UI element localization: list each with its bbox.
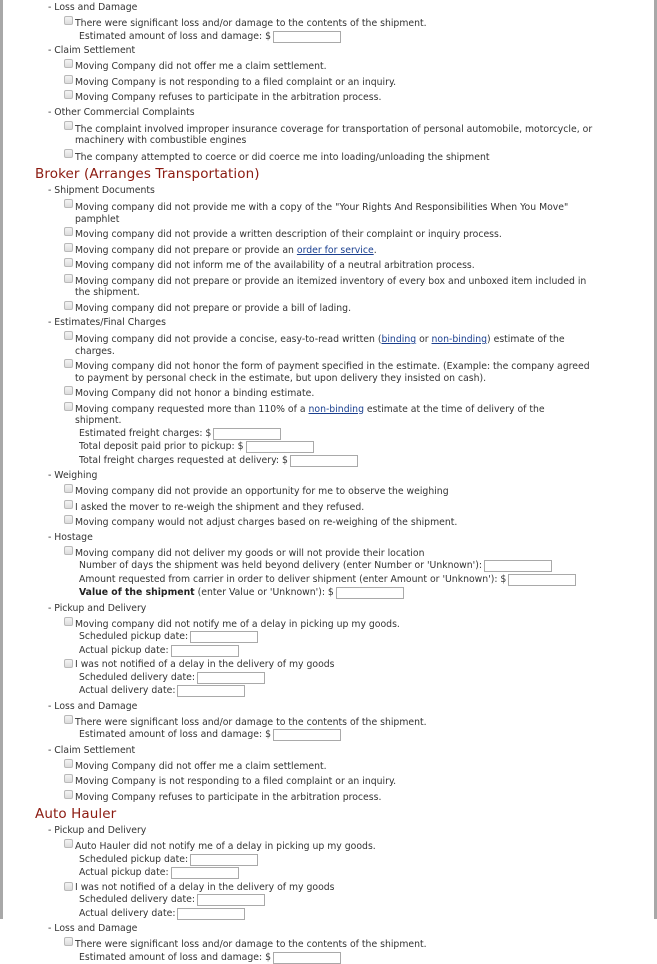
checkbox-item[interactable]: Moving Company is not responding to a filed complaint or an inquiry.: [75, 73, 594, 89]
loss-amount-input[interactable]: [273, 31, 341, 43]
section-auto-hauler: Auto Hauler: [35, 806, 654, 822]
checkbox[interactable]: [64, 882, 73, 891]
scheduled-pickup-input[interactable]: [190, 854, 258, 866]
checkbox[interactable]: [64, 839, 73, 848]
checkbox[interactable]: [64, 227, 73, 236]
checkbox-item[interactable]: Moving company did not provide a concise, easy-to-read written (binding or non-binding) estimate of the charges.: [75, 329, 594, 357]
checkbox[interactable]: [64, 331, 73, 340]
actual-delivery-input[interactable]: [177, 685, 245, 697]
checkbox-item[interactable]: The complaint involved improper insurance coverage for transportation of personal automobile, motorcycle, or machinery with combustible engines: [75, 119, 594, 147]
checkbox-item[interactable]: Moving Company refuses to participate in the arbitration process.: [75, 788, 594, 804]
subsection-estimates: - Estimates/Final Charges: [48, 314, 654, 329]
checkbox[interactable]: [64, 774, 73, 783]
subsection-claim-settlement: - Claim Settlement: [48, 43, 654, 57]
deposit-input[interactable]: [246, 441, 314, 453]
checkbox[interactable]: [64, 659, 73, 668]
checkbox-item[interactable]: Moving company did not provide me with a copy of the "Your Rights And Responsibilities When You Move" pamphlet: [75, 197, 594, 225]
subsection-hostage: - Hostage: [48, 529, 654, 544]
subsection-weighing: - Weighing: [48, 467, 654, 482]
checkbox[interactable]: [64, 402, 73, 411]
loss-amount-input[interactable]: [273, 952, 341, 964]
subsection-loss-damage: - Loss and Damage: [48, 920, 654, 935]
checkbox[interactable]: [64, 258, 73, 267]
actual-pickup-field: Actual pickup date:: [79, 644, 654, 658]
scheduled-pickup-field: Scheduled pickup date:: [79, 630, 654, 644]
checkbox-item[interactable]: Moving Company is not responding to a filed complaint or an inquiry.: [75, 772, 594, 788]
shipment-value-field: Value of the shipment (enter Value or 'Unknown'): $: [79, 586, 654, 600]
checkbox[interactable]: [64, 715, 73, 724]
binding-link[interactable]: binding: [381, 334, 416, 345]
scheduled-delivery-field: Scheduled delivery date:: [79, 893, 654, 907]
actual-pickup-field: Actual pickup date:: [79, 866, 654, 880]
checkbox-item[interactable]: Moving company did not provide a written description of their complaint or inquiry process.: [75, 225, 594, 241]
scheduled-pickup-input[interactable]: [190, 631, 258, 643]
checkbox-item[interactable]: Moving company did not inform me of the availability of a neutral arbitration process.: [75, 256, 594, 272]
order-for-service-link[interactable]: order for service: [297, 245, 374, 256]
freight-at-delivery-input[interactable]: [290, 455, 358, 467]
checkbox-item[interactable]: I asked the mover to re-weigh the shipment and they refused.: [75, 498, 594, 514]
checkbox[interactable]: [64, 90, 73, 99]
estimated-freight-input[interactable]: [213, 428, 281, 440]
checkbox[interactable]: [64, 546, 73, 555]
checkbox[interactable]: [64, 937, 73, 946]
days-held-input[interactable]: [484, 560, 552, 572]
loss-amount-field: Estimated amount of loss and damage: $: [79, 30, 654, 44]
estimated-freight-field: Estimated freight charges: $: [79, 427, 654, 441]
actual-delivery-input[interactable]: [177, 908, 245, 920]
subsection-pickup-delivery: - Pickup and Delivery: [48, 600, 654, 615]
checkbox-item[interactable]: Moving Company did not offer me a claim settlement.: [75, 57, 594, 73]
checkbox[interactable]: [64, 75, 73, 84]
non-binding-link[interactable]: non-binding: [308, 404, 363, 415]
checkbox-item[interactable]: There were significant loss and/or damage to the contents of the shipment.: [75, 935, 594, 951]
checkbox[interactable]: [64, 274, 73, 283]
deposit-field: Total deposit paid prior to pickup: $: [79, 440, 654, 454]
scheduled-delivery-input[interactable]: [197, 894, 265, 906]
checkbox-item[interactable]: There were significant loss and/or damage to the contents of the shipment.: [75, 14, 594, 30]
loss-amount-field: Estimated amount of loss and damage: $: [79, 728, 654, 742]
checkbox[interactable]: [64, 16, 73, 25]
checkbox-item[interactable]: The company attempted to coerce or did coerce me into loading/unloading the shipment: [75, 147, 594, 164]
section-broker: Broker (Arranges Transportation): [35, 166, 654, 182]
freight-at-delivery-field: Total freight charges requested at delivery: $: [79, 454, 654, 468]
subsection-shipment-documents: - Shipment Documents: [48, 183, 654, 197]
checkbox[interactable]: [64, 359, 73, 368]
checkbox-item[interactable]: Moving company did not honor the form of payment specified in the estimate. (Example: the company agreed to payment by personal check in the estimate, but upon delivery they insisted on cash).: [75, 357, 594, 384]
checkbox-item[interactable]: Moving company did not prepare or provide an itemized inventory of every box and unboxed item included in the shipment.: [75, 272, 594, 299]
checkbox[interactable]: [64, 759, 73, 768]
subsection-claim-settlement: - Claim Settlement: [48, 742, 654, 757]
loss-amount-field: Estimated amount of loss and damage: $: [79, 951, 654, 964]
complaint-form: [3, 0, 654, 964]
checkbox[interactable]: [64, 199, 73, 208]
subsection-loss-damage: - Loss and Damage: [48, 698, 654, 713]
checkbox-item[interactable]: Moving company did not provide an opportunity for me to observe the weighing: [75, 482, 594, 498]
checkbox[interactable]: [64, 149, 73, 158]
checkbox[interactable]: [64, 500, 73, 509]
checkbox-item[interactable]: Moving Company refuses to participate in the arbitration process.: [75, 88, 594, 104]
checkbox[interactable]: [64, 301, 73, 310]
checkbox-item[interactable]: Moving company did not notify me of a delay in picking up my goods.: [75, 615, 594, 631]
checkbox[interactable]: [64, 386, 73, 395]
checkbox-item[interactable]: I was not notified of a delay in the delivery of my goods: [75, 657, 594, 671]
non-binding-link[interactable]: non-binding: [432, 334, 487, 345]
subsection-pickup-delivery: - Pickup and Delivery: [48, 823, 654, 837]
checkbox-item[interactable]: Moving Company did not honor a binding estimate.: [75, 384, 594, 400]
checkbox[interactable]: [64, 617, 73, 626]
actual-delivery-field: Actual delivery date:: [79, 684, 654, 698]
scheduled-pickup-field: Scheduled pickup date:: [79, 853, 654, 867]
checkbox[interactable]: [64, 790, 73, 799]
checkbox-item[interactable]: Moving company would not adjust charges based on re-weighing of the shipment.: [75, 513, 594, 529]
checkbox[interactable]: [64, 121, 73, 130]
amount-requested-input[interactable]: [508, 574, 576, 586]
checkbox-item[interactable]: Moving company requested more than 110% of a non-binding estimate at the time of delivery of the shipment.: [75, 400, 594, 427]
actual-delivery-field: Actual delivery date:: [79, 907, 654, 921]
checkbox-item[interactable]: Moving Company did not offer me a claim settlement.: [75, 757, 594, 773]
checkbox[interactable]: [64, 515, 73, 524]
scheduled-delivery-field: Scheduled delivery date:: [79, 671, 654, 685]
actual-pickup-input[interactable]: [171, 867, 239, 879]
checkbox[interactable]: [64, 243, 73, 252]
checkbox-item[interactable]: Moving company did not prepare or provide a bill of lading.: [75, 299, 594, 315]
amount-requested-field: Amount requested from carrier in order to deliver shipment (enter Amount or 'Unknown'): $: [79, 573, 654, 587]
subsection-loss-damage: - Loss and Damage: [48, 0, 654, 14]
checkbox[interactable]: [64, 484, 73, 493]
loss-amount-input[interactable]: [273, 729, 341, 741]
shipment-value-input[interactable]: [336, 587, 404, 599]
checkbox-item[interactable]: Moving company did not prepare or provide an order for service.: [75, 241, 594, 257]
scheduled-delivery-input[interactable]: [197, 672, 265, 684]
checkbox-item[interactable]: I was not notified of a delay in the delivery of my goods: [75, 880, 594, 894]
days-held-field: Number of days the shipment was held beyond delivery (enter Number or 'Unknown'):: [79, 559, 654, 573]
checkbox[interactable]: [64, 59, 73, 68]
checkbox-item[interactable]: Moving company did not deliver my goods or will not provide their location: [75, 544, 594, 560]
subsection-other-commercial: - Other Commercial Complaints: [48, 104, 654, 119]
checkbox-item[interactable]: Auto Hauler did not notify me of a delay in picking up my goods.: [75, 837, 594, 853]
actual-pickup-input[interactable]: [171, 645, 239, 657]
checkbox-item[interactable]: There were significant loss and/or damage to the contents of the shipment.: [75, 713, 594, 729]
